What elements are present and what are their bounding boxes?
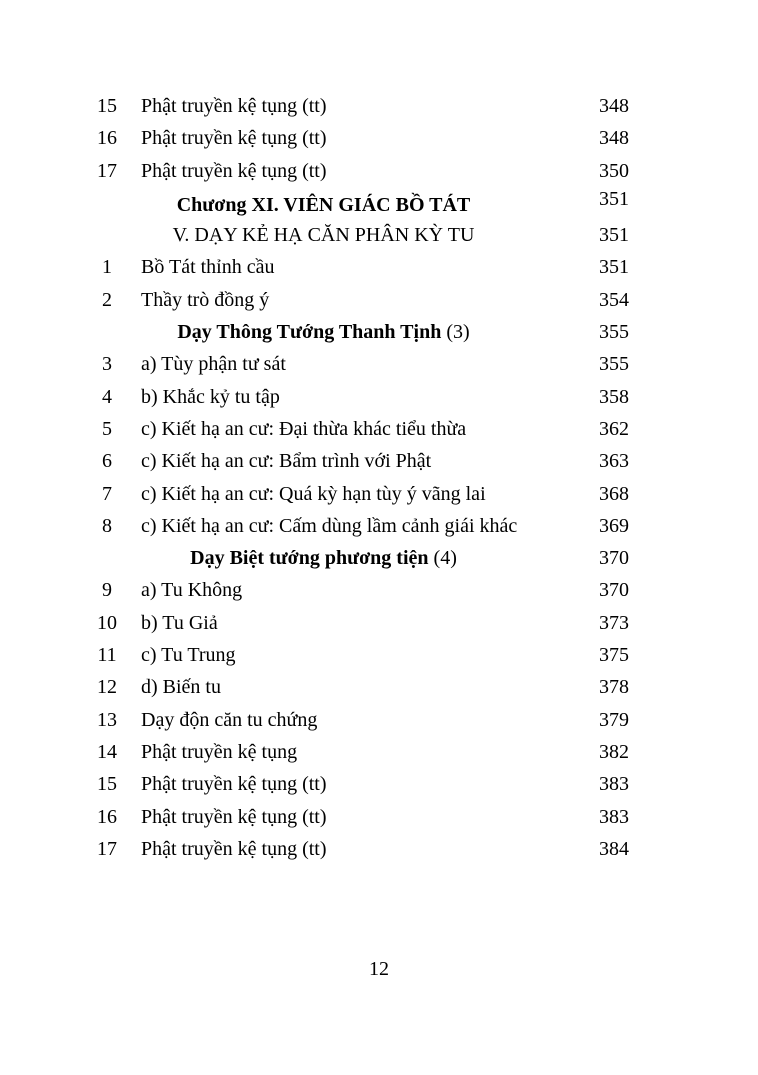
entry-number: 17 <box>97 159 117 182</box>
page-ref: 355 <box>599 321 629 344</box>
entry-title: c) Kiết hạ an cư: Bẩm trình với Phật <box>141 450 432 473</box>
toc-chapter-heading <box>0 187 758 219</box>
entry-title: c) Kiết hạ an cư: Quá kỳ hạn tùy ý vãng lai <box>141 482 486 505</box>
toc-entry <box>0 478 758 510</box>
entry-title: Phật truyền kệ tụng <box>141 740 298 763</box>
entry-title: Phật truyền kệ tụng (tt) <box>141 805 327 828</box>
page-ref: 378 <box>599 676 629 699</box>
page-ref: 383 <box>599 773 629 796</box>
toc-section-heading <box>0 542 758 574</box>
entry-number: 14 <box>97 740 117 763</box>
page-ref: 363 <box>599 450 629 473</box>
entry-title: b) Khắc kỷ tu tập <box>141 385 280 408</box>
entry-number: 16 <box>97 805 117 828</box>
toc-entry <box>0 639 758 671</box>
entry-title: Phật truyền kệ tụng (tt) <box>141 837 327 860</box>
entry-number: 16 <box>97 127 117 150</box>
toc-entry <box>0 155 758 187</box>
entry-title: a) Tùy phận tư sát <box>141 353 286 376</box>
entry-title: Thầy trò đồng ý <box>141 288 270 311</box>
entry-number: 15 <box>97 773 117 796</box>
toc-entry <box>0 704 758 736</box>
page-ref: 382 <box>599 740 629 763</box>
toc-entry <box>0 284 758 316</box>
page-ref: 355 <box>599 353 629 376</box>
heading-bold-text: Dạy Thông Tướng Thanh Tịnh <box>177 321 442 344</box>
page-ref: 348 <box>599 95 629 117</box>
toc-entry <box>0 574 758 606</box>
toc-entry <box>0 833 758 865</box>
entry-number: 4 <box>102 385 112 408</box>
toc-entry <box>0 348 758 380</box>
toc-entry <box>0 510 758 542</box>
heading-title <box>141 316 506 348</box>
page-ref: 350 <box>599 159 629 182</box>
toc-section-heading <box>0 219 758 251</box>
toc-entry <box>0 736 758 768</box>
entry-number: 3 <box>102 353 112 376</box>
entry-title: Phật truyền kệ tụng (tt) <box>141 159 327 182</box>
table-of-contents <box>0 90 758 865</box>
toc-entry <box>0 671 758 703</box>
entry-title: b) Tu Giả <box>141 611 218 634</box>
heading-title <box>141 542 506 574</box>
page-ref: 379 <box>599 708 629 731</box>
toc-entry <box>0 251 758 283</box>
entry-title: Bồ Tát thỉnh cầu <box>141 256 275 279</box>
entry-number: 11 <box>97 644 117 667</box>
entry-title: c) Tu Trung <box>141 644 236 667</box>
entry-number: 1 <box>102 256 112 279</box>
page-ref: 373 <box>599 611 629 634</box>
toc-section-heading <box>0 316 758 348</box>
entry-number: 10 <box>97 611 117 634</box>
page-ref: 358 <box>599 385 629 408</box>
page-ref: 369 <box>599 514 629 537</box>
toc-entry <box>0 122 758 154</box>
entry-number: 5 <box>102 417 112 440</box>
entry-title: Phật truyền kệ tụng (tt) <box>141 773 327 796</box>
page-ref: 384 <box>599 837 629 860</box>
page-ref: 368 <box>599 482 629 505</box>
page-ref: 354 <box>599 288 629 311</box>
heading-text: V. DẠY KẺ HẠ CĂN PHÂN KỲ TU <box>172 224 475 247</box>
entry-number: 8 <box>102 514 112 537</box>
toc-entry <box>0 381 758 413</box>
page-ref: 383 <box>599 805 629 828</box>
heading-text: (3) <box>441 321 470 344</box>
entry-title: c) Kiết hạ an cư: Đại thừa khác tiểu thừa <box>141 417 467 440</box>
entry-number: 12 <box>97 676 117 699</box>
entry-number: 2 <box>102 288 112 311</box>
page-ref: 370 <box>599 547 629 570</box>
toc-entry <box>0 90 758 122</box>
entry-title: Phật truyền kệ tụng (tt) <box>141 95 327 117</box>
entry-number: 13 <box>97 708 117 731</box>
heading-title <box>141 189 506 221</box>
heading-bold-text: Dạy Biệt tướng phương tiện <box>190 547 429 570</box>
entry-title: Dạy độn căn tu chứng <box>141 708 318 731</box>
page-ref: 351 <box>599 224 629 247</box>
page-ref: 375 <box>599 644 629 667</box>
entry-number: 9 <box>102 579 112 602</box>
page-number: 12 <box>369 958 389 980</box>
entry-number: 6 <box>102 450 112 473</box>
toc-entry <box>0 445 758 477</box>
heading-text: (4) <box>428 547 457 570</box>
page-ref: 348 <box>599 127 629 150</box>
toc-entry <box>0 768 758 800</box>
heading-bold-text: Chương XI. VIÊN GIÁC BỒ TÁT <box>176 193 471 216</box>
heading-title <box>141 219 506 251</box>
entry-title: c) Kiết hạ an cư: Cấm dùng lầm cảnh giái khác <box>141 514 518 537</box>
page-ref: 351 <box>599 256 629 279</box>
entry-title: a) Tu Không <box>141 579 243 602</box>
toc-entry <box>0 801 758 833</box>
entry-number: 7 <box>102 482 112 505</box>
page-ref: 370 <box>599 579 629 602</box>
toc-entry <box>0 607 758 639</box>
page-ref: 362 <box>599 417 629 440</box>
entry-number: 17 <box>97 837 117 860</box>
toc-entry <box>0 413 758 445</box>
entry-title: Phật truyền kệ tụng (tt) <box>141 127 327 150</box>
entry-number: 15 <box>97 95 117 117</box>
page-ref: 351 <box>599 187 629 210</box>
entry-title: d) Biến tu <box>141 676 221 699</box>
